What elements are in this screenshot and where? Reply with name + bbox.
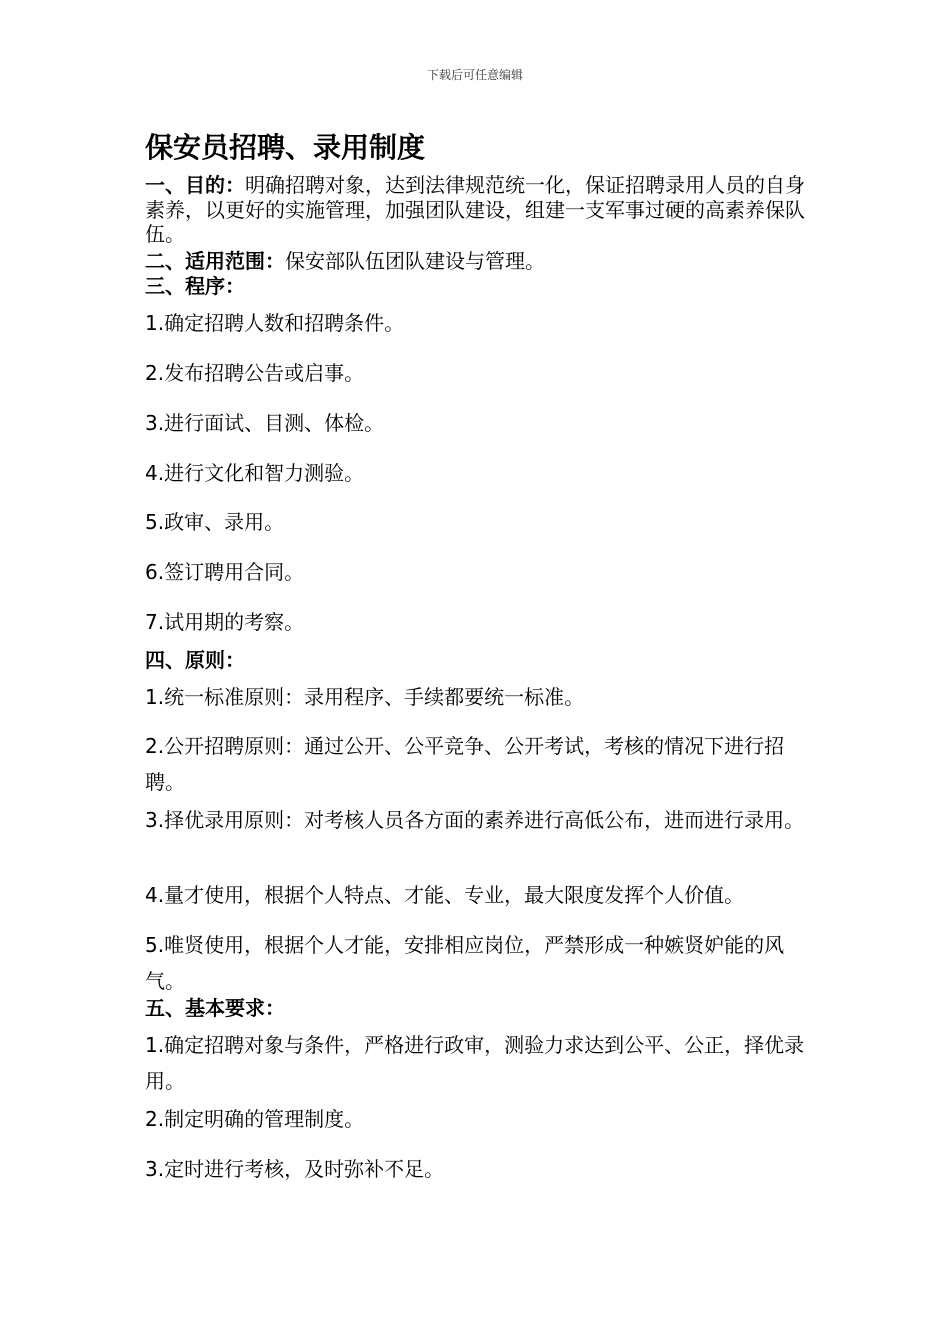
section-requirements — [145, 996, 805, 1021]
section-requirements-heading: 五、基本要求： — [145, 996, 285, 1020]
principle-item: 1.统一标准原则：录用程序、手续都要统一标准。 — [145, 685, 585, 709]
header-note: 下载后可任意编辑 — [426, 68, 523, 82]
principle-item: 5.唯贤使用，根据个人才能，安排相应岗位，严禁形成一种嫉贤妒能的风气。 — [145, 933, 785, 993]
section-scope — [145, 249, 805, 274]
section-principles-heading: 四、原则： — [145, 648, 245, 672]
requirement-item: 2.制定明确的管理制度。 — [145, 1107, 365, 1131]
procedure-item: 6.签订聘用合同。 — [145, 560, 305, 584]
section-procedure — [145, 274, 805, 299]
procedure-item: 3.进行面试、目测、体检。 — [145, 411, 385, 435]
principle-item: 3.择优录用原则：对考核人员各方面的素养进行高低公布，进而进行录用。 — [145, 808, 805, 832]
principle-item: 2.公开招聘原则：通过公开、公平竞争、公开考试，考核的情况下进行招聘。 — [145, 734, 785, 794]
section-purpose — [145, 173, 805, 247]
principle-item: 4.量才使用，根据个人特点、才能、专业，最大限度发挥个人价值。 — [145, 883, 745, 907]
procedure-item: 7.试用期的考察。 — [145, 610, 305, 634]
requirement-item: 1.确定招聘对象与条件，严格进行政审，测验力求达到公平、公正，择优录用。 — [145, 1033, 805, 1093]
procedure-item: 2.发布招聘公告或启事。 — [145, 361, 365, 385]
document-title: 保安员招聘、录用制度 — [145, 131, 426, 164]
section-principles — [145, 648, 805, 673]
section-purpose-heading: 一、目的： — [145, 173, 245, 197]
procedure-item: 4.进行文化和智力测验。 — [145, 461, 365, 485]
section-procedure-heading: 三、程序： — [145, 274, 245, 298]
procedure-item: 1.确定招聘人数和招聘条件。 — [145, 311, 405, 335]
requirement-item: 3.定时进行考核，及时弥补不足。 — [145, 1157, 445, 1181]
procedure-item: 5.政审、录用。 — [145, 510, 285, 534]
section-purpose-text: 明确招聘对象，达到法律规范统一化，保证招聘录用人员的自身素养，以更好的实施管理，加强团队建设，组建一支军事过硬的高素养保队伍。 — [145, 173, 805, 246]
section-scope-text: 保安部队伍团队建设与管理。 — [285, 249, 545, 273]
section-scope-heading: 二、适用范围： — [145, 249, 285, 273]
